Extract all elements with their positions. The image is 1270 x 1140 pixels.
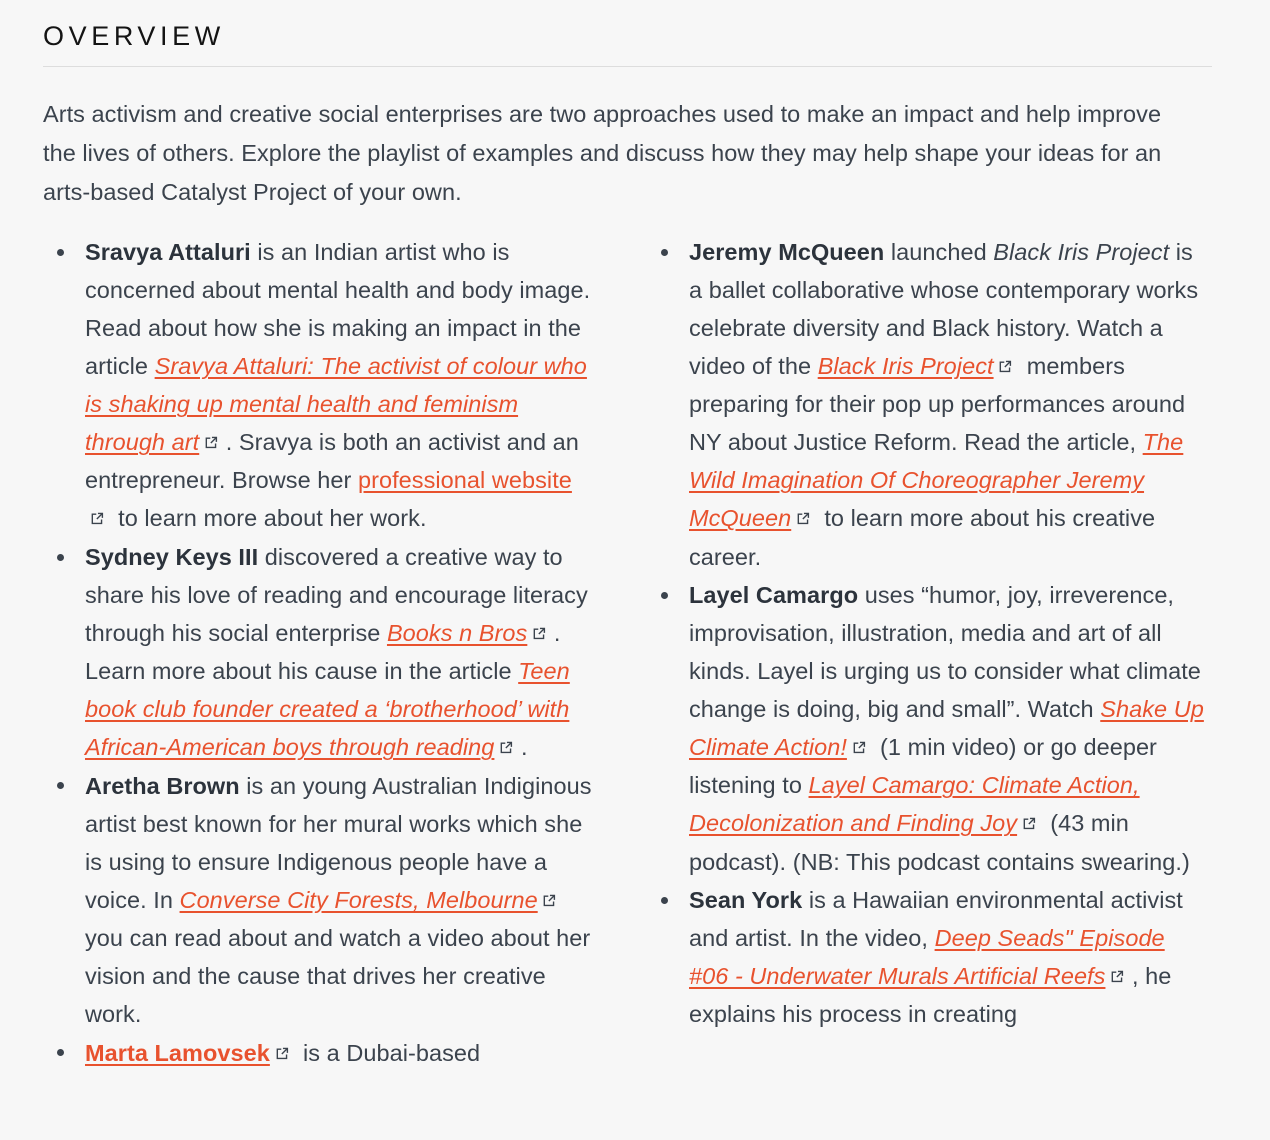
body-text: is a Hawaiian environmental activist and artist. In the video, (689, 887, 1183, 952)
person-name: Sydney Keys III (85, 544, 259, 570)
intro-paragraph: Arts activism and creative social enterprises are two approaches used to make an impact and help improve the lives of others. Explore the playlist of examples and discuss how they may help shape your ideas for an arts-based Catalyst Project of your own. (43, 101, 1162, 205)
page-title: OVERVIEW (43, 21, 225, 51)
body-text: is an young Australian Indiginous artist best known for her mural works which she is using to ensure Indigenous people have a voice. In (85, 772, 592, 914)
video-link[interactable]: Black Iris Project (817, 353, 994, 380)
body-text: to learn more about his creative career. (689, 505, 1156, 570)
body-text: members preparing for their pop up performances around NY about Justice Reform. Read the article, (689, 353, 1186, 456)
list-item (43, 767, 595, 1033)
external-link-icon (796, 511, 811, 526)
body-text: is a ballet collaborative whose contemporary works celebrate diversity and Black history. Watch a video of the (689, 239, 1199, 380)
body-text: , he explains his process in creating (689, 963, 1172, 1028)
external-link-icon (204, 435, 219, 450)
external-link-icon (1022, 816, 1037, 831)
two-column-layout (0, 211, 1270, 1072)
body-text: . Sravya is both an activist and an entrepreneur. Browse her (85, 429, 579, 494)
external-link-icon (275, 1046, 290, 1061)
body-text: discovered a creative way to share his love of reading and encourage literacy through his social enterprise (85, 544, 588, 647)
artwork-link[interactable]: Converse City Forests, Melbourne (179, 887, 538, 914)
external-link-icon (499, 740, 514, 755)
external-link-icon (1110, 969, 1125, 984)
list-item (43, 233, 595, 538)
list-item (647, 881, 1210, 1033)
body-text: launched (884, 239, 994, 266)
podcast-link[interactable]: Layel Camargo: Climate Action, Decolonization and Finding Joy (689, 772, 1140, 837)
left-column (0, 233, 635, 1072)
person-name: Sean York (689, 887, 803, 914)
website-link[interactable]: professional website (357, 467, 572, 494)
body-text: is an Indian artist who is concerned about mental health and body image. Read about how she is making an impact in the article (85, 239, 591, 380)
left-bullet-list (43, 233, 595, 1072)
body-text: (1 min video) or go deeper listening to (689, 734, 1157, 799)
person-name: Jeremy McQueen (689, 239, 885, 266)
project-title: Black Iris Project (993, 239, 1170, 266)
body-text: to learn more about her work. (111, 505, 427, 532)
external-link-icon (852, 740, 867, 755)
person-name: Aretha Brown (85, 772, 240, 799)
body-text: . (520, 734, 528, 761)
external-link-icon (90, 511, 105, 526)
body-text: is a Dubai-based (296, 1039, 481, 1066)
person-name-link[interactable]: Marta Lamovsek (85, 1039, 270, 1066)
body-text: you can read about and watch a video about her vision and the cause that drives her creative work. (85, 925, 591, 1028)
body-text: . Learn more about his cause in the article (85, 620, 561, 685)
article-link[interactable]: Teen book club founder created a ‘brotherhood’ with African-American boys through reading (85, 658, 570, 761)
right-bullet-list (647, 233, 1210, 1033)
right-column (635, 233, 1270, 1034)
article-link[interactable]: Sravya Attaluri: The activist of colour who is shaking up mental health and feminism through art (85, 353, 587, 456)
section-header (0, 0, 1270, 66)
person-name: Layel Camargo (689, 582, 859, 609)
list-item (647, 233, 1210, 576)
article-link[interactable]: The Wild Imagination Of Choreographer Jeremy McQueen (689, 429, 1184, 532)
body-text: (43 min podcast). (NB: This podcast contains swearing.) (689, 810, 1190, 875)
external-link-icon (542, 893, 557, 908)
list-item (43, 1034, 595, 1072)
video-link[interactable]: Deep Seads" Episode #06 - Underwater Murals Artificial Reefs (689, 925, 1165, 990)
external-link-icon (532, 626, 547, 641)
organization-link[interactable]: Books n Bros (386, 620, 528, 647)
video-link[interactable]: Shake Up Climate Action! (689, 696, 1204, 761)
list-item (43, 538, 595, 766)
list-item (647, 576, 1210, 881)
body-text: uses “humor, joy, irreverence, improvisation, illustration, media and art of all kinds. Layel is urging us to consider what climate change is doing, big and small”. Watch (689, 582, 1201, 723)
person-name: Sravya Attaluri (85, 239, 251, 266)
external-link-icon (998, 359, 1013, 374)
